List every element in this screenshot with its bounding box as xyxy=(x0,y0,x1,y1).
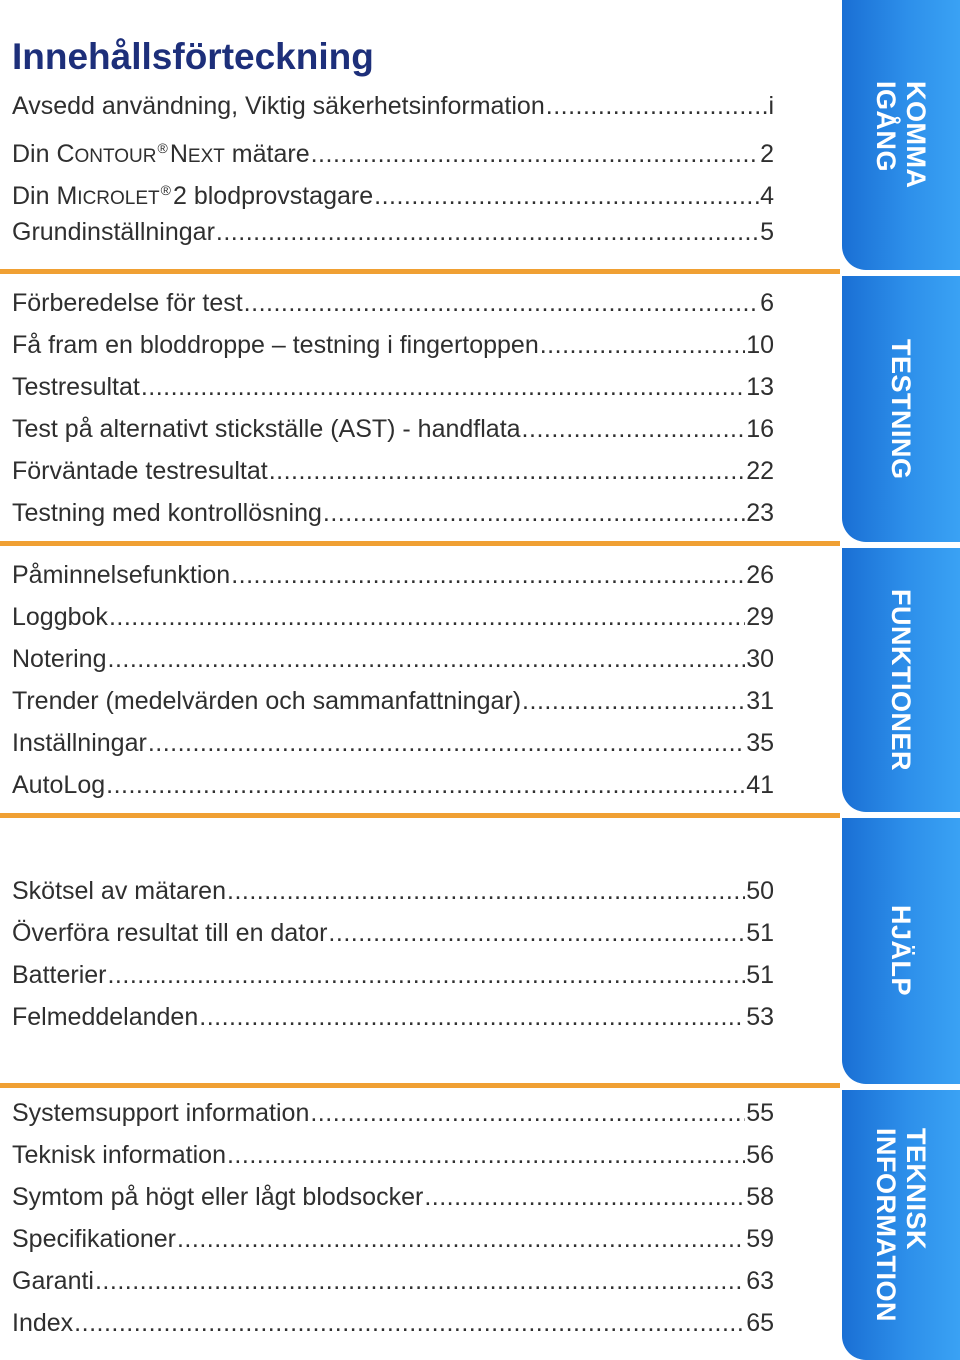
toc-entry-paminnelse[interactable] xyxy=(12,558,774,592)
tab-label: TESTNING xyxy=(886,338,916,480)
toc-entry-symtom[interactable] xyxy=(12,1180,774,1214)
dot-leader xyxy=(227,874,745,908)
toc-entry-forberedelse[interactable] xyxy=(12,286,774,320)
toc-entry-page: 55 xyxy=(746,1099,774,1127)
tab-label: KOMMA IGÅNG xyxy=(871,81,931,189)
toc-entry-installningar[interactable] xyxy=(12,726,774,760)
toc-entry-page: 16 xyxy=(746,415,774,443)
dot-leader xyxy=(95,1264,745,1298)
dot-leader xyxy=(310,1096,745,1130)
toc-entry-skotsel[interactable] xyxy=(12,874,774,908)
toc-entry-label: Trender (medelvärden och sammanfattningar) xyxy=(12,687,522,715)
dot-leader xyxy=(106,768,745,802)
toc-entry-label: Överföra resultat till en dator xyxy=(12,919,328,947)
tab-label: HJÄLP xyxy=(886,905,916,997)
toc-entry-label: Avsedd användning, Viktig säkerhetsinformation xyxy=(12,92,545,120)
toc-entry-page: 30 xyxy=(746,645,774,673)
dot-leader xyxy=(108,642,746,676)
toc-entry-batterier[interactable] xyxy=(12,958,774,992)
toc-entry-label: Påminnelsefunktion xyxy=(12,561,231,589)
toc-entry-label: Grundinställningar xyxy=(12,218,215,246)
toc-entry-microlet[interactable] xyxy=(12,173,774,210)
toc-entry-autolog[interactable] xyxy=(12,768,774,802)
section-divider xyxy=(0,541,840,546)
dot-leader xyxy=(540,328,745,362)
toc-entry-page: 58 xyxy=(746,1183,774,1211)
toc-entry-page: 35 xyxy=(746,729,774,757)
toc-entry-avsedd-anvandning[interactable] xyxy=(12,89,774,123)
toc-entry-label: Inställningar xyxy=(12,729,147,757)
tab-label: FUNKTIONER xyxy=(886,589,916,771)
toc-entry-page: 23 xyxy=(746,499,774,527)
toc-entry-label: Systemsupport information xyxy=(12,1099,310,1127)
toc-entry-ast[interactable] xyxy=(12,412,774,446)
toc-entry-label: Teknisk information xyxy=(12,1141,226,1169)
toc-entry-page: 2 xyxy=(760,140,774,168)
toc-entry-teknisk-information[interactable] xyxy=(12,1138,774,1172)
dot-leader xyxy=(374,179,759,213)
toc-entry-label: Få fram en bloddroppe – testning i fingertoppen xyxy=(12,331,539,359)
toc-entry-label: Din CONTOUR®NEXT mätare xyxy=(12,140,310,168)
section-divider xyxy=(0,813,840,818)
tab-label: TEKNISK INFORMATION xyxy=(871,1128,931,1322)
toc-entry-page: 65 xyxy=(746,1309,774,1337)
toc-entry-label: Notering xyxy=(12,645,107,673)
page-title: Innehållsförteckning xyxy=(12,36,374,77)
dot-leader xyxy=(141,370,745,404)
toc-entry-page: 10 xyxy=(746,331,774,359)
tab-komma-igang[interactable] xyxy=(842,0,960,270)
toc-entry-testresultat[interactable] xyxy=(12,370,774,404)
dot-leader xyxy=(424,1180,745,1214)
dot-leader xyxy=(323,496,745,530)
toc-entry-label: Loggbok xyxy=(12,603,108,631)
tab-hjalp[interactable] xyxy=(842,818,960,1084)
toc-entry-page: 51 xyxy=(746,961,774,989)
toc-entry-page: 31 xyxy=(746,687,774,715)
toc-entry-label: Index xyxy=(12,1309,74,1337)
toc-entry-label: Specifikationer xyxy=(12,1225,176,1253)
toc-entry-label: Testresultat xyxy=(12,373,140,401)
toc-entry-forvantade[interactable] xyxy=(12,454,774,488)
toc-entry-page: 29 xyxy=(746,603,774,631)
dot-leader xyxy=(244,286,759,320)
section-divider xyxy=(0,269,840,274)
toc-entry-label: Batterier xyxy=(12,961,107,989)
toc-entry-label: Felmeddelanden xyxy=(12,1003,199,1031)
dot-leader xyxy=(107,958,745,992)
toc-entry-page: 13 xyxy=(746,373,774,401)
toc-entry-page: 5 xyxy=(760,218,774,246)
dot-leader xyxy=(199,1000,745,1034)
toc-entry-label: Symtom på högt eller lågt blodsocker xyxy=(12,1183,424,1211)
toc-entry-loggbok[interactable] xyxy=(12,600,774,634)
toc-entry-grundinstallningar[interactable] xyxy=(12,215,774,249)
toc-entry-bloddroppe[interactable] xyxy=(12,328,774,362)
toc-entry-specifikationer[interactable] xyxy=(12,1222,774,1256)
toc-entry-overfora[interactable] xyxy=(12,916,774,950)
toc-entry-page: 51 xyxy=(746,919,774,947)
toc-entry-label: AutoLog xyxy=(12,771,106,799)
dot-leader xyxy=(148,726,745,760)
tab-testning[interactable] xyxy=(842,276,960,542)
toc-entry-label: Förväntade testresultat xyxy=(12,457,268,485)
toc-entry-page: 4 xyxy=(760,182,774,210)
dot-leader xyxy=(109,600,745,634)
toc-entry-page: i xyxy=(768,92,774,120)
dot-leader xyxy=(546,89,768,123)
toc-entry-label: Förberedelse för test xyxy=(12,289,243,317)
toc-entry-label: Skötsel av mätaren xyxy=(12,877,226,905)
toc-entry-notering[interactable] xyxy=(12,642,774,676)
dot-leader xyxy=(74,1306,745,1340)
toc-entry-label: Test på alternativt stickställe (AST) - handflata xyxy=(12,415,521,443)
toc-entry-kontrollosning[interactable] xyxy=(12,496,774,530)
toc-entry-systemsupport[interactable] xyxy=(12,1096,774,1130)
dot-leader xyxy=(216,215,759,249)
toc-entry-trender[interactable] xyxy=(12,684,774,718)
dot-leader xyxy=(311,137,759,171)
toc-entry-page: 6 xyxy=(760,289,774,317)
section-divider xyxy=(0,1083,840,1088)
toc-entry-page: 26 xyxy=(746,561,774,589)
dot-leader xyxy=(231,558,745,592)
toc-entry-felmeddelanden[interactable] xyxy=(12,1000,774,1034)
toc-entry-page: 56 xyxy=(746,1141,774,1169)
tab-funktioner[interactable] xyxy=(842,548,960,812)
toc-entry-contour-next[interactable] xyxy=(12,131,774,168)
toc-entry-page: 63 xyxy=(746,1267,774,1295)
toc-entry-garanti[interactable] xyxy=(12,1264,774,1298)
dot-leader xyxy=(328,916,745,950)
tab-teknisk-information[interactable] xyxy=(842,1090,960,1360)
toc-entry-page: 41 xyxy=(746,771,774,799)
toc-entry-label: Testning med kontrollösning xyxy=(12,499,322,527)
toc-entry-page: 59 xyxy=(746,1225,774,1253)
toc-entry-page: 53 xyxy=(746,1003,774,1031)
toc-entry-page: 22 xyxy=(746,457,774,485)
toc-entry-label: Garanti xyxy=(12,1267,94,1295)
toc-entry-index[interactable] xyxy=(12,1306,774,1340)
dot-leader xyxy=(522,684,745,718)
dot-leader xyxy=(269,454,745,488)
dot-leader xyxy=(227,1138,745,1172)
dot-leader xyxy=(177,1222,745,1256)
toc-entry-page: 50 xyxy=(746,877,774,905)
toc-entry-label: Din MICROLET®2 blodprovstagare xyxy=(12,182,374,210)
dot-leader xyxy=(522,412,746,446)
